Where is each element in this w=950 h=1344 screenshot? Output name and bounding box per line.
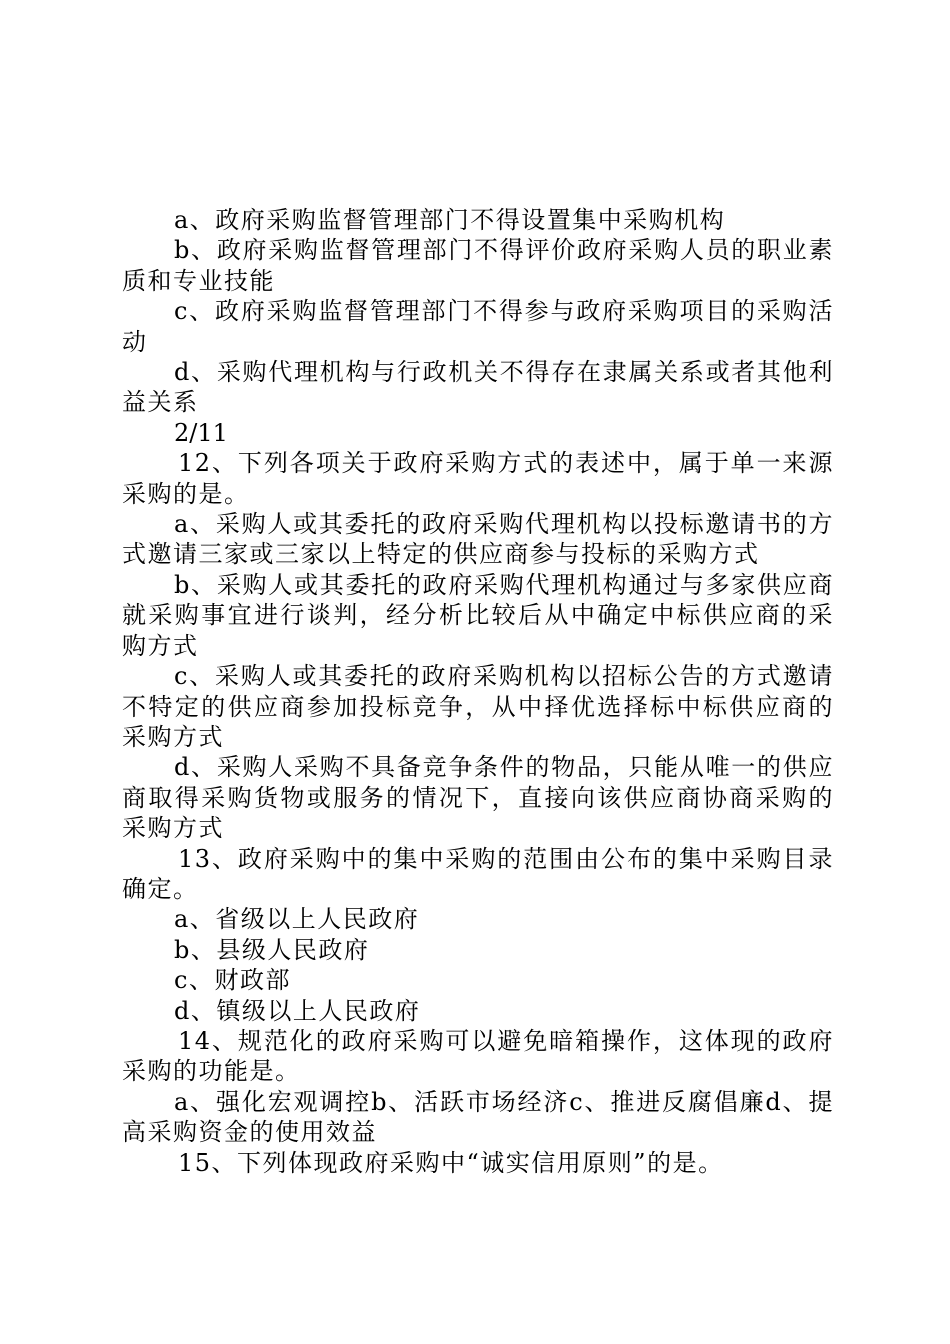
question-13: 13、政府采购中的集中采购的范围由公布的集中采购目录确定。 [122,844,834,903]
q12-option-c: c、采购人或其委托的政府采购机构以招标公告的方式邀请不特定的供应商参加投标竞争，从中择优选择标中标供应商的采购方式 [122,662,834,751]
q13-option-d: d、镇级以上人民政府 [174,996,421,1025]
option-b-paragraph: b、政府采购监督管理部门不得评价政府采购人员的职业素质和专业技能 [122,236,834,295]
q14-options: a、强化宏观调控b、活跃市场经济c、推进反腐倡廉d、提高采购资金的使用效益 [122,1087,834,1147]
q12-option-a: a、采购人或其委托的政府采购代理机构以投标邀请书的方式邀请三家或三家以上特定的供应商参与投标的采购方式 [122,510,834,569]
option-a-paragraph: a、政府采购监督管理部门不得设置集中采购机构 [174,206,726,234]
option-d-paragraph: d、采购代理机构与行政机关不得存在隶属关系或者其他利益关系 [122,358,834,417]
q13-option-a: a、省级以上人民政府 [174,905,420,934]
document-body [122,205,834,1178]
q12-option-b: b、采购人或其委托的政府采购代理机构通过与多家供应商就采购事宜进行谈判，经分析比较后从中确定中标供应商的采购方式 [122,570,834,660]
question-12: 12、下列各项关于政府采购方式的表述中，属于单一来源采购的是。 [122,449,834,508]
q12-option-d: d、采购人采购不具备竞争条件的物品，只能从唯一的供应商取得采购货物或服务的情况下，直接向该供应商协商采购的采购方式 [122,753,834,843]
q13-option-b: b、县级人民政府 [174,935,370,964]
option-c-paragraph: c、政府采购监督管理部门不得参与政府采购项目的采购活动 [122,297,834,356]
question-14: 14、规范化的政府采购可以避免暗箱操作，这体现的政府采购的功能是。 [122,1026,834,1086]
q13-option-c: c、财政部 [174,966,291,995]
question-15: 15、下列体现政府采购中“诚实信用原则”的是。 [178,1148,724,1177]
page-number: 2/11 [174,418,228,447]
